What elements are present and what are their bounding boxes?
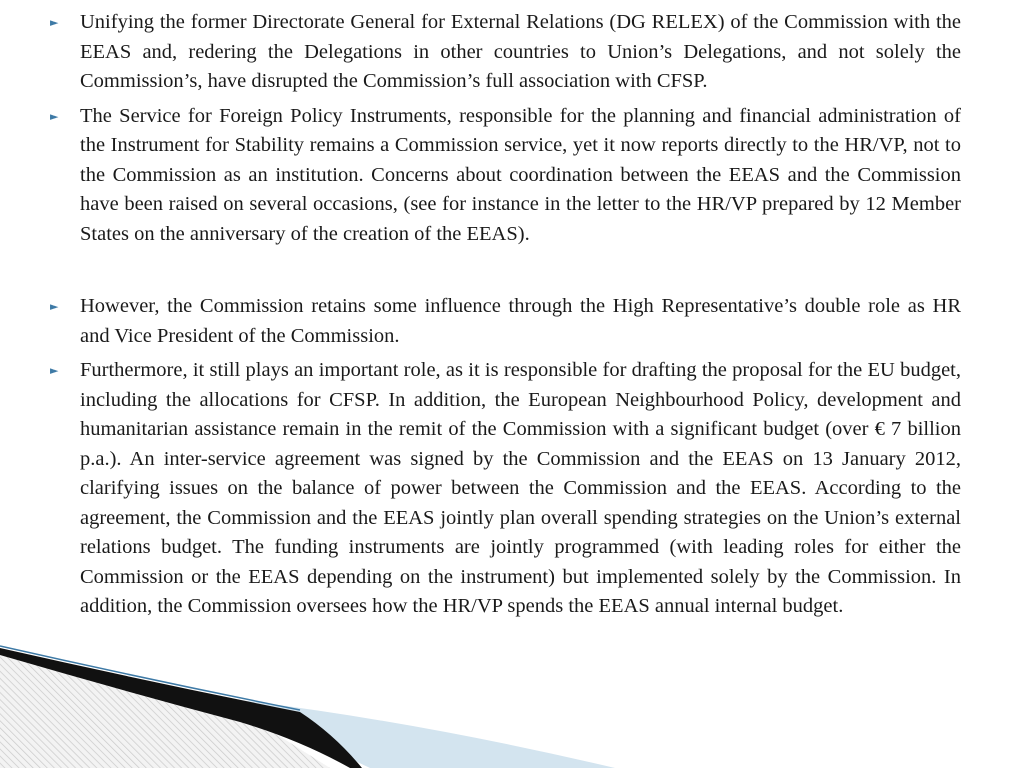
bullet-item: [50, 292, 961, 351]
triangle-bullet-icon: ►: [50, 300, 59, 313]
bullet-text: Unifying the former Directorate General for External Relations (DG RELEX) of the Commission with the EEAS and, redering the Delegations in other countries to Union’s Delegations, and not solely the Commission’s, have disrupted the Commission’s full association with CFSP.: [80, 11, 961, 92]
triangle-bullet-icon: ►: [50, 109, 59, 123]
triangle-bullet-icon: ►: [50, 364, 59, 377]
bullet-text: However, the Commission retains some influence through the High Representative’s double role as HR and Vice President of the Commission.: [80, 295, 961, 347]
bullet-item: [50, 8, 961, 97]
triangle-bullet-icon: ►: [50, 16, 59, 29]
bullet-item: [50, 356, 961, 622]
bullet-text: Furthermore, it still plays an important role, as it is responsible for drafting the proposal for the EU budget, including the allocations for CFSP. In addition, the European Neighbourhood Policy, development and humanitarian assistance remain in the remit of the Commission with a significant budget (over € 7 billion p.a.). An inter-service agreement was signed by the Commission and the EEAS on 13 January 2012, clarifying issues on the balance of power between the Commission and the EEAS. According to the agreement, the Commission and the EEAS jointly plan overall spending strategies on the Union’s external relations budget. The funding instruments are jointly programmed (with leading roles for either the Commission or the EEAS depending on the instrument) but implemented solely by the Commission. In addition, the Commission oversees how the HR/VP spends the EEAS annual internal budget.: [80, 359, 961, 617]
bullet-item: [50, 102, 961, 250]
bullet-list: [50, 8, 961, 622]
bullet-text: The Service for Foreign Policy Instruments, responsible for the planning and financial administration of the Instrument for Stability remains a Commission service, yet it now reports directly to the HR/VP, not to the Commission as an institution. Concerns about coordination between the EEAS and the Commission have been raised on several occasions, (see for instance in the letter to the HR/VP prepared by 12 Member States on the anniversary of the creation of the EEAS).: [80, 104, 961, 245]
